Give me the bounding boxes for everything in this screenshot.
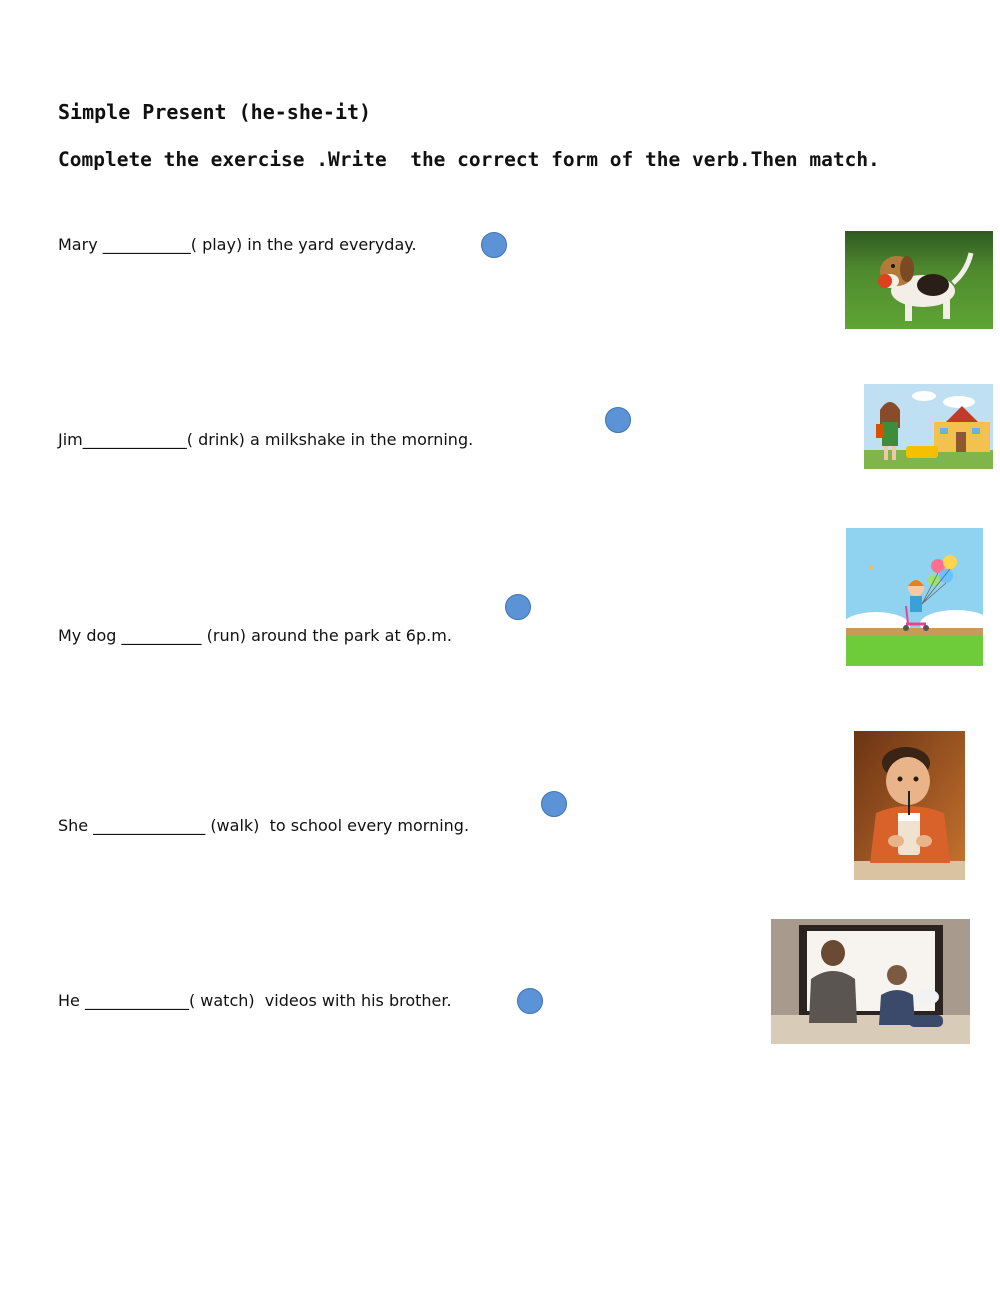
match-dot-1[interactable]: [481, 232, 507, 258]
picture-puppy[interactable]: [845, 231, 993, 329]
picture-school[interactable]: [864, 384, 993, 469]
sentence-5: He _____________( watch) videos with his brother.: [58, 991, 452, 1010]
sentence-1: Mary ___________( play) in the yard everyday.: [58, 235, 417, 254]
sentence-3: My dog __________ (run) around the park at 6p.m.: [58, 626, 452, 645]
picture-scooter[interactable]: [846, 528, 983, 666]
sentence-4: She ______________ (walk) to school every morning.: [58, 816, 470, 835]
sentence-2: Jim_____________( drink) a milkshake in the morning.: [58, 430, 474, 449]
worksheet-title: Simple Present (he-she-it): [58, 100, 372, 124]
match-dot-2[interactable]: [605, 407, 631, 433]
match-dot-3[interactable]: [505, 594, 531, 620]
picture-tv[interactable]: [771, 919, 970, 1044]
picture-milkshake[interactable]: [854, 731, 965, 880]
match-dot-4[interactable]: [541, 791, 567, 817]
worksheet-instructions: Complete the exercise .Write the correct form of the verb.Then match.: [58, 148, 880, 171]
match-dot-5[interactable]: [517, 988, 543, 1014]
